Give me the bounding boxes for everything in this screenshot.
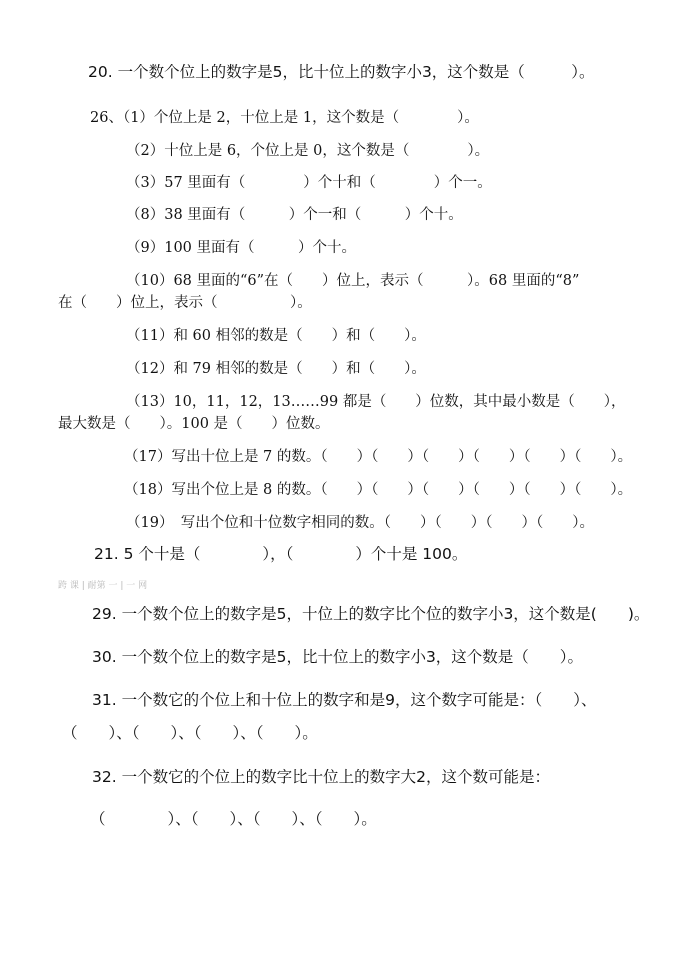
question-26-17: （17）写出十位上是 7 的数。（ ）（ ）（ ）（ ）（ ）（ ）。 (124, 449, 633, 465)
question-26-13-line2: 最大数是（ ）。100 是（ ）位数。 (58, 416, 330, 432)
question-26-3: （3）57 里面有（ ）个十和（ ）个一。 (126, 175, 492, 191)
question-32-line2: （ ）、（ ）、（ ）、（ ）。 (90, 810, 377, 828)
question-26-2: （2）十位上是 6，个位上是 0，这个数是（ ）。 (126, 143, 490, 159)
question-21: 21. 5 个十是（ ），（ ）个十是 100。 (94, 545, 468, 563)
question-26-9: （9）100 里面有（ ）个十。 (126, 240, 357, 256)
question-26-13-line1: （13）10，11，12，13……99 都是（ ）位数，其中最小数是（ ）， (126, 394, 626, 410)
question-20: 20. 一个数个位上的数字是5，比十位上的数字小3，这个数是（ ）。 (88, 63, 595, 81)
question-31-line2: （ ）、（ ）、（ ）、（ ）。 (62, 724, 318, 742)
question-30: 30. 一个数个位上的数字是5，比十位上的数字小3，这个数是（ ）。 (92, 648, 584, 666)
question-26-12: （12）和 79 相邻的数是（ ）和（ ）。 (126, 361, 426, 377)
question-26-19: （19） 写出个位和十位数字相同的数。（ ）（ ）（ ）（ ）。 (126, 515, 594, 531)
question-26-10-line2: 在（ ）位上，表示（ ）。 (58, 295, 312, 311)
question-26-18: （18）写出个位上是 8 的数。（ ）（ ）（ ）（ ）（ ）（ ）。 (124, 482, 633, 498)
question-32-line1: 32. 一个数它的个位上的数字比十位上的数字大2，这个数可能是： (92, 768, 550, 786)
question-29: 29. 一个数个位上的数字是5，十位上的数字比个位的数字小3，这个数是( )。 (92, 605, 650, 623)
question-26-1: 26、（1）个位上是 2，十位上是 1，这个数是（ ）。 (90, 110, 479, 126)
question-26-10-line1: （10）68 里面的“6”在（ ）位上，表示（ ）。68 里面的“8” (126, 273, 580, 289)
question-26-8: （8）38 里面有（ ）个一和（ ）个十。 (126, 207, 463, 223)
question-31-line1: 31. 一个数它的个位上和十位上的数字和是9，这个数字可能是：（ ）、 (92, 691, 597, 709)
question-26-11: （11）和 60 相邻的数是（ ）和（ ）。 (126, 328, 426, 344)
watermark-text: 跨 课 | 耐第 一 | 一 网 (58, 581, 148, 591)
